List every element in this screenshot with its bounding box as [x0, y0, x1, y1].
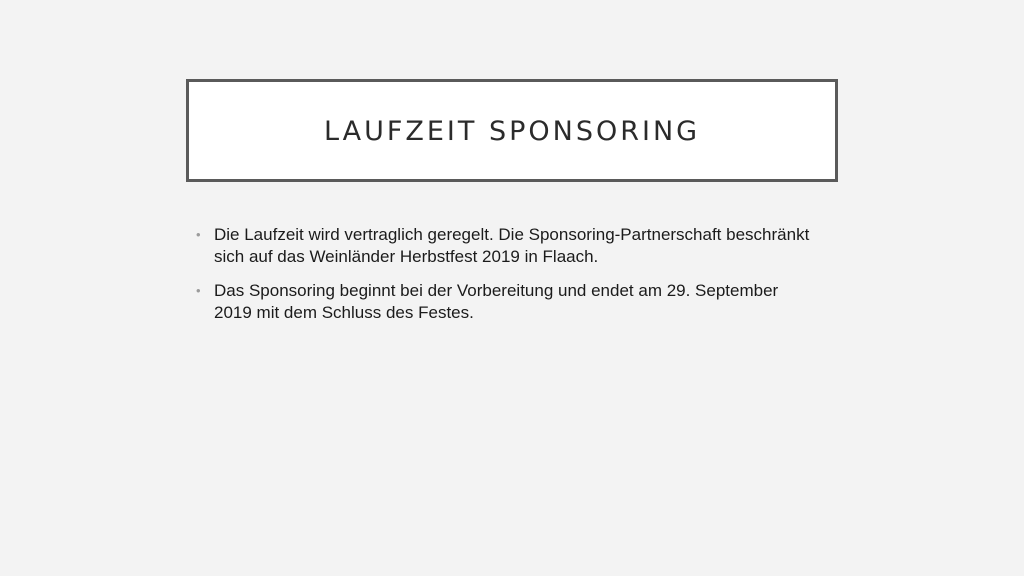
slide-title: LAUFZEIT SPONSORING: [323, 116, 701, 147]
bullet-icon: •: [196, 227, 201, 242]
bullet-list: [196, 224, 816, 324]
bullet-item: [196, 280, 816, 324]
title-box: [186, 79, 838, 182]
bullet-icon: •: [196, 283, 201, 298]
bullet-text: Das Sponsoring beginnt bei der Vorbereitung und endet am 29. September 2019 mit dem Schluss des Festes.: [214, 281, 779, 322]
bullet-text: Die Laufzeit wird vertraglich geregelt. Die Sponsoring-Partnerschaft beschränkt sich auf das Weinländer Herbstfest 2019 in Flaach.: [214, 225, 810, 266]
bullet-item: [196, 224, 816, 268]
slide-content: [196, 224, 816, 336]
